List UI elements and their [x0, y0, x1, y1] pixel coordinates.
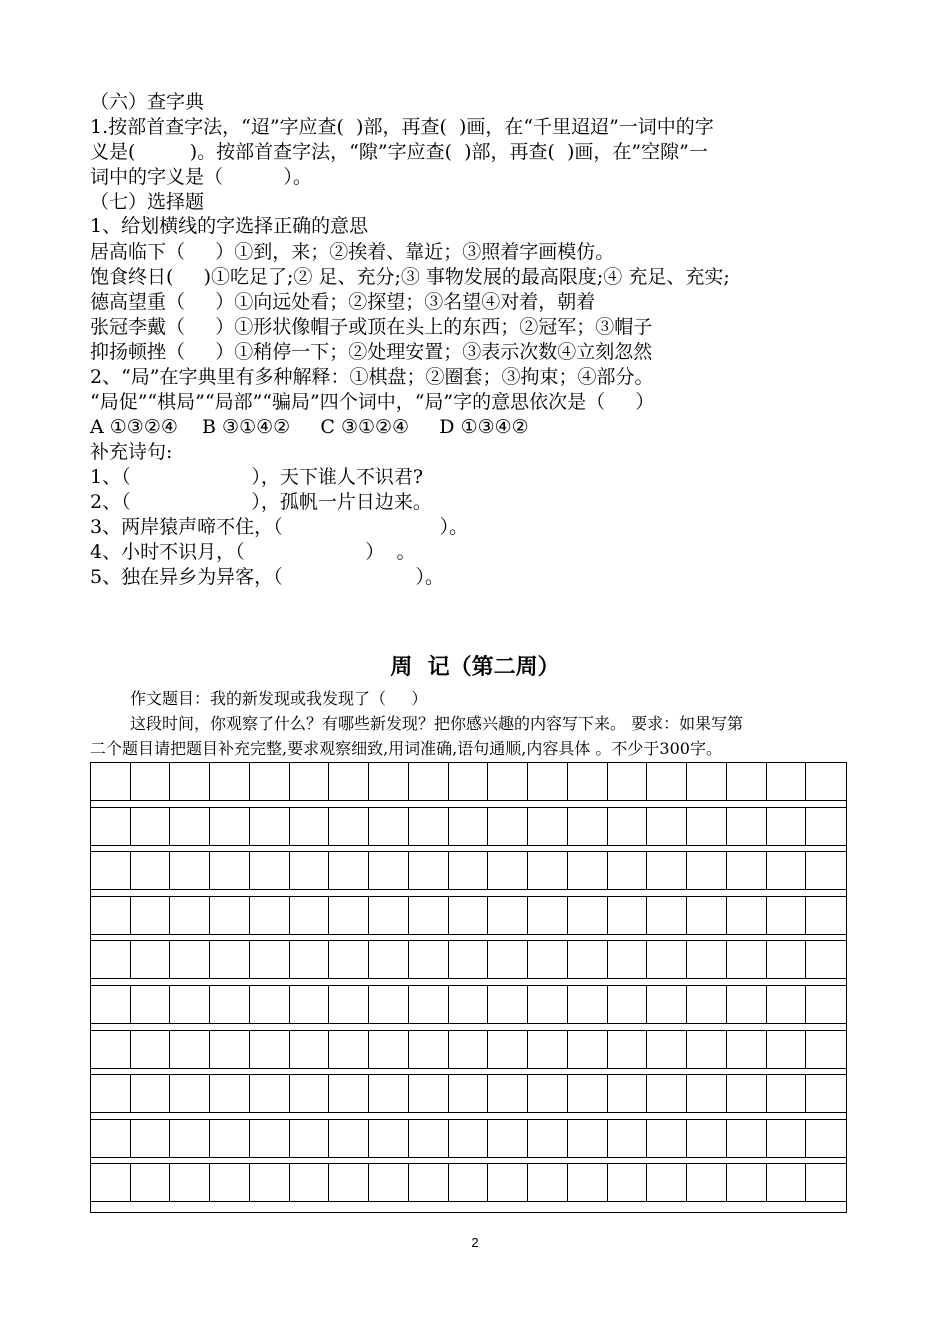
grid-cell[interactable]	[608, 1031, 648, 1068]
grid-cell[interactable]	[210, 852, 250, 889]
grid-cell[interactable]	[131, 1031, 171, 1068]
section6-line-2: 义是( )。按部首查字法，“隙”字应查( )部，再查( )画，在”空隙”一	[90, 141, 708, 163]
grid-cell[interactable]	[290, 808, 330, 845]
grid-cell[interactable]	[369, 1164, 409, 1201]
grid-row	[91, 807, 846, 846]
grid-cell[interactable]	[170, 808, 210, 845]
grid-cell[interactable]	[449, 763, 489, 800]
question1-item: 张冠李戴（ ）①形状像帽子或顶在头上的东西；②冠军；③帽子	[90, 316, 653, 338]
grid-cell[interactable]	[488, 1031, 528, 1068]
grid-cell[interactable]	[369, 941, 409, 978]
grid-cell[interactable]	[131, 763, 171, 800]
grid-cell[interactable]	[170, 763, 210, 800]
grid-cell[interactable]	[767, 897, 807, 934]
grid-cell[interactable]	[131, 986, 171, 1023]
grid-cell[interactable]	[647, 1120, 687, 1157]
grid-cell[interactable]	[210, 1120, 250, 1157]
grid-cell[interactable]	[290, 941, 330, 978]
grid-cell[interactable]	[687, 1164, 727, 1201]
grid-cell[interactable]	[91, 986, 131, 1023]
grid-cell[interactable]	[767, 1075, 807, 1112]
grid-cell[interactable]	[250, 763, 290, 800]
grid-row	[91, 985, 846, 1024]
page-number: 2	[471, 1235, 479, 1250]
grid-cell[interactable]	[329, 1031, 369, 1068]
grid-cell[interactable]	[568, 1075, 608, 1112]
grid-cell[interactable]	[608, 1075, 648, 1112]
grid-cell[interactable]	[767, 808, 807, 845]
grid-cell[interactable]	[91, 941, 131, 978]
grid-cell[interactable]	[250, 941, 290, 978]
grid-cell[interactable]	[409, 986, 449, 1023]
grid-cell[interactable]	[290, 852, 330, 889]
grid-cell[interactable]	[369, 1075, 409, 1112]
grid-cell[interactable]	[369, 1031, 409, 1068]
grid-cell[interactable]	[290, 763, 330, 800]
grid-cell[interactable]	[170, 986, 210, 1023]
grid-cell[interactable]	[91, 763, 131, 800]
grid-cell[interactable]	[687, 1075, 727, 1112]
grid-row	[91, 940, 846, 979]
grid-cell[interactable]	[91, 1164, 131, 1201]
grid-cell[interactable]	[767, 852, 807, 889]
grid-cell[interactable]	[329, 986, 369, 1023]
grid-row	[91, 851, 846, 890]
grid-cell[interactable]	[329, 1164, 369, 1201]
grid-cell[interactable]	[608, 1164, 648, 1201]
grid-cell[interactable]	[687, 852, 727, 889]
grid-cell[interactable]	[409, 808, 449, 845]
grid-cell[interactable]	[91, 897, 131, 934]
grid-cell[interactable]	[528, 763, 568, 800]
grid-cell[interactable]	[210, 763, 250, 800]
section6-heading: （六）查字典	[90, 91, 205, 113]
grid-cell[interactable]	[329, 1120, 369, 1157]
poem-item: 5、独在异乡为异客，（ ）。	[90, 566, 444, 588]
grid-cell[interactable]	[210, 808, 250, 845]
grid-cell[interactable]	[608, 1120, 648, 1157]
grid-cell[interactable]	[329, 1075, 369, 1112]
grid-cell[interactable]	[727, 986, 767, 1023]
grid-cell[interactable]	[409, 1120, 449, 1157]
grid-cell[interactable]	[727, 1164, 767, 1201]
grid-row	[91, 1119, 846, 1158]
grid-cell[interactable]	[131, 1164, 171, 1201]
grid-cell[interactable]	[329, 941, 369, 978]
grid-cell[interactable]	[449, 1031, 489, 1068]
grid-cell[interactable]	[170, 941, 210, 978]
grid-cell[interactable]	[131, 941, 171, 978]
grid-cell[interactable]	[170, 1120, 210, 1157]
grid-cell[interactable]	[568, 1120, 608, 1157]
grid-cell[interactable]	[170, 852, 210, 889]
section6-line-3: 词中的字义是（ ）。	[90, 166, 312, 188]
grid-cell[interactable]	[131, 808, 171, 845]
grid-cell[interactable]	[91, 1120, 131, 1157]
grid-cell[interactable]	[449, 1120, 489, 1157]
grid-cell[interactable]	[488, 986, 528, 1023]
grid-cell[interactable]	[727, 1120, 767, 1157]
grid-cell[interactable]	[647, 808, 687, 845]
grid-cell[interactable]	[131, 1120, 171, 1157]
grid-cell[interactable]	[647, 1164, 687, 1201]
grid-cell[interactable]	[329, 763, 369, 800]
grid-cell[interactable]	[131, 852, 171, 889]
grid-cell[interactable]	[528, 852, 568, 889]
grid-cell[interactable]	[329, 897, 369, 934]
writing-grid[interactable]	[90, 762, 847, 1213]
grid-cell[interactable]	[409, 1164, 449, 1201]
grid-cell[interactable]	[528, 808, 568, 845]
grid-cell[interactable]	[687, 1120, 727, 1157]
grid-cell[interactable]	[568, 897, 608, 934]
grid-cell[interactable]	[528, 986, 568, 1023]
question2-options: A ①③②④ B ③①④② C ③①②④ D ①③④②	[90, 416, 529, 438]
grid-cell[interactable]	[250, 808, 290, 845]
grid-cell[interactable]	[329, 852, 369, 889]
poem-item: 4、小时不识月，（ ） 。	[90, 541, 416, 563]
grid-cell[interactable]	[687, 1031, 727, 1068]
grid-cell[interactable]	[329, 808, 369, 845]
question2-title: 2、“局”在字典里有多种解释：①棋盘；②圈套；③拘束；④部分。	[90, 366, 654, 388]
grid-cell[interactable]	[767, 1120, 807, 1157]
poem-item: 1、（ ），天下谁人不识君?	[90, 466, 424, 488]
grid-cell[interactable]	[528, 1120, 568, 1157]
question1-item: 居高临下（ ）①到，来；②挨着、靠近；③照着字画模仿。	[90, 241, 615, 263]
grid-cell[interactable]	[767, 763, 807, 800]
grid-cell[interactable]	[608, 986, 648, 1023]
grid-cell[interactable]	[488, 852, 528, 889]
grid-cell[interactable]	[528, 897, 568, 934]
grid-cell[interactable]	[488, 763, 528, 800]
grid-cell[interactable]	[608, 897, 648, 934]
section7-heading: （七）选择题	[90, 191, 205, 213]
grid-cell[interactable]	[488, 1075, 528, 1112]
grid-cell[interactable]	[568, 941, 608, 978]
grid-cell[interactable]	[687, 941, 727, 978]
grid-cell[interactable]	[409, 897, 449, 934]
question1-item: 抑扬顿挫（ ）①稍停一下；②处理安置；③表示次数④立刻忽然	[90, 341, 653, 363]
grid-cell[interactable]	[488, 808, 528, 845]
essay-requirement-line-1: 这段时间，你观察了什么？有哪些新发现？把你感兴趣的内容写下来。 要求：如果写第	[130, 714, 744, 733]
grid-cell[interactable]	[290, 1075, 330, 1112]
grid-cell[interactable]	[170, 1164, 210, 1201]
grid-cell[interactable]	[210, 897, 250, 934]
grid-cell[interactable]	[210, 986, 250, 1023]
grid-cell[interactable]	[608, 763, 648, 800]
grid-cell[interactable]	[449, 897, 489, 934]
grid-cell[interactable]	[687, 986, 727, 1023]
grid-cell[interactable]	[369, 986, 409, 1023]
grid-cell[interactable]	[250, 1120, 290, 1157]
essay-requirement-line-2: 二个题目请把题目补充完整,要求观察细致,用词准确,语句通顺,内容具体 。不少于300字。	[90, 739, 722, 758]
grid-cell[interactable]	[210, 1075, 250, 1112]
grid-row	[91, 1163, 846, 1202]
grid-cell[interactable]	[369, 808, 409, 845]
grid-cell[interactable]	[210, 1164, 250, 1201]
grid-cell[interactable]	[409, 941, 449, 978]
question1-item: 德高望重（ ）①向远处看；②探望；③名望④对着，朝着	[90, 291, 596, 313]
grid-cell[interactable]	[727, 1031, 767, 1068]
grid-cell[interactable]	[687, 763, 727, 800]
grid-cell[interactable]	[647, 986, 687, 1023]
grid-cell[interactable]	[210, 941, 250, 978]
grid-row	[91, 1030, 846, 1069]
grid-cell[interactable]	[250, 1031, 290, 1068]
grid-cell[interactable]	[91, 852, 131, 889]
grid-cell[interactable]	[250, 1164, 290, 1201]
grid-cell[interactable]	[727, 852, 767, 889]
grid-cell[interactable]	[131, 897, 171, 934]
grid-cell[interactable]	[369, 763, 409, 800]
poem-item: 3、两岸猿声啼不住，（ ）。	[90, 516, 469, 538]
grid-cell[interactable]	[449, 1075, 489, 1112]
grid-cell[interactable]	[767, 1031, 807, 1068]
grid-cell[interactable]	[290, 1120, 330, 1157]
grid-row	[91, 1074, 846, 1113]
section6-line-1: 1.按部首查字法，“迢”字应查( )部，再查( )画，在“千里迢迢”一词中的字	[90, 116, 714, 138]
grid-cell[interactable]	[608, 808, 648, 845]
grid-cell[interactable]	[170, 897, 210, 934]
grid-cell[interactable]	[369, 897, 409, 934]
grid-cell[interactable]	[488, 897, 528, 934]
grid-cell[interactable]	[250, 1075, 290, 1112]
grid-cell[interactable]	[250, 897, 290, 934]
grid-cell[interactable]	[290, 1164, 330, 1201]
grid-cell[interactable]	[608, 941, 648, 978]
grid-row	[91, 762, 846, 801]
grid-cell[interactable]	[568, 1164, 608, 1201]
question1-item: 饱食终日( )①吃足了;② 足、充分;③ 事物发展的最高限度;④ 充足、充实;	[90, 266, 730, 288]
grid-cell[interactable]	[449, 941, 489, 978]
question2-question: “局促”“棋局”“局部”“骗局”四个词中，“局”字的意思依次是（ ）	[90, 391, 655, 413]
question1-title: 1、给划横线的字选择正确的意思	[90, 215, 369, 237]
grid-cell[interactable]	[647, 852, 687, 889]
grid-cell[interactable]	[727, 808, 767, 845]
grid-cell[interactable]	[91, 808, 131, 845]
grid-cell[interactable]	[568, 1031, 608, 1068]
grid-cell[interactable]	[449, 986, 489, 1023]
grid-cell[interactable]	[727, 763, 767, 800]
grid-cell[interactable]	[727, 941, 767, 978]
grid-cell[interactable]	[369, 1120, 409, 1157]
grid-cell[interactable]	[131, 1075, 171, 1112]
grid-cell[interactable]	[409, 1075, 449, 1112]
grid-cell[interactable]	[528, 1075, 568, 1112]
grid-cell[interactable]	[290, 986, 330, 1023]
grid-cell[interactable]	[767, 986, 807, 1023]
grid-cell[interactable]	[488, 1164, 528, 1201]
grid-cell[interactable]	[290, 897, 330, 934]
grid-row	[91, 896, 846, 935]
grid-cell[interactable]	[449, 1164, 489, 1201]
grid-cell[interactable]	[727, 1075, 767, 1112]
grid-cell[interactable]	[170, 1075, 210, 1112]
grid-cell[interactable]	[608, 852, 648, 889]
grid-cell[interactable]	[210, 1031, 250, 1068]
grid-cell[interactable]	[647, 1031, 687, 1068]
poems-heading: 补充诗句:	[90, 441, 173, 463]
grid-cell[interactable]	[568, 763, 608, 800]
grid-cell[interactable]	[528, 1164, 568, 1201]
grid-cell[interactable]	[488, 941, 528, 978]
journal-title: 周 记（第二周）	[390, 655, 560, 680]
grid-cell[interactable]	[250, 852, 290, 889]
grid-cell[interactable]	[647, 763, 687, 800]
grid-cell[interactable]	[488, 1120, 528, 1157]
grid-cell[interactable]	[369, 852, 409, 889]
grid-cell[interactable]	[170, 1031, 210, 1068]
grid-cell[interactable]	[647, 897, 687, 934]
grid-cell[interactable]	[568, 986, 608, 1023]
grid-cell[interactable]	[91, 1031, 131, 1068]
grid-cell[interactable]	[727, 897, 767, 934]
grid-cell[interactable]	[687, 808, 727, 845]
grid-cell[interactable]	[449, 852, 489, 889]
grid-cell[interactable]	[91, 1075, 131, 1112]
grid-cell[interactable]	[767, 941, 807, 978]
poem-item: 2、（ ），孤帆一片日边来。	[90, 491, 432, 513]
grid-cell[interactable]	[528, 1031, 568, 1068]
grid-cell[interactable]	[409, 763, 449, 800]
grid-cell[interactable]	[290, 1031, 330, 1068]
grid-cell[interactable]	[528, 941, 568, 978]
grid-cell[interactable]	[568, 852, 608, 889]
grid-cell[interactable]	[409, 852, 449, 889]
grid-cell[interactable]	[647, 941, 687, 978]
essay-topic: 作文题目：我的新发现或我发现了（ ）	[130, 689, 428, 708]
grid-cell[interactable]	[409, 1031, 449, 1068]
grid-cell[interactable]	[568, 808, 608, 845]
grid-cell[interactable]	[767, 1164, 807, 1201]
grid-cell[interactable]	[687, 897, 727, 934]
grid-cell[interactable]	[647, 1075, 687, 1112]
grid-cell[interactable]	[250, 986, 290, 1023]
grid-cell[interactable]	[449, 808, 489, 845]
